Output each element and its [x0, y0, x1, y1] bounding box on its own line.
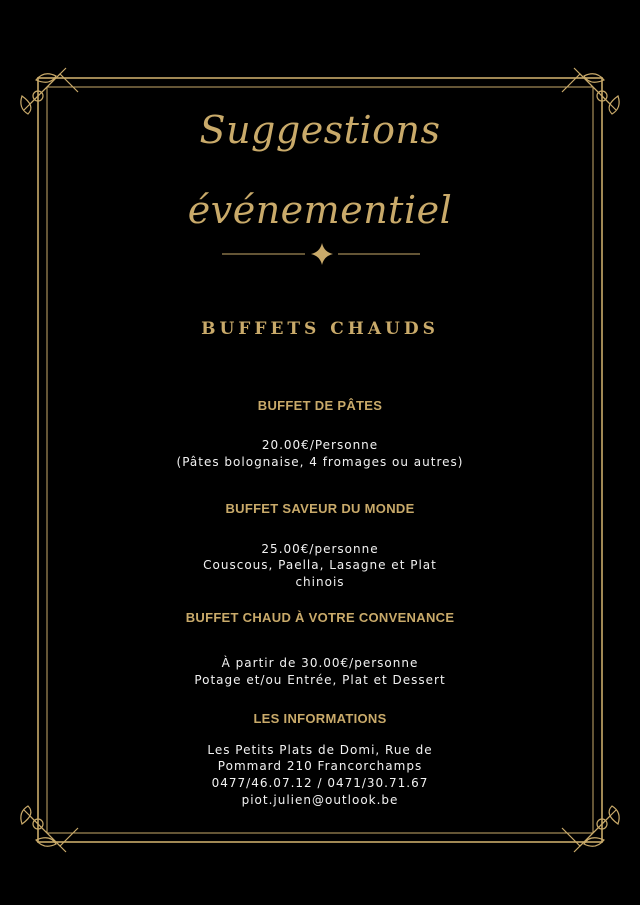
section-title: BUFFETS CHAUDS	[201, 319, 439, 339]
item-heading-convenance: BUFFET CHAUD À VOTRE CONVENANCE	[185, 610, 455, 625]
info-line-phone: 0477/46.07.12 / 0471/30.71.67	[211, 776, 429, 790]
item-price-convenance: À partir de 30.00€/personne	[221, 656, 419, 670]
item-description-monde-1: Couscous, Paella, Lasagne et Plat	[203, 558, 437, 572]
item-price-monde: 25.00€/personne	[261, 542, 379, 556]
info-line-address-2: Pommard 210 Francorchamps	[217, 759, 423, 773]
corner-ornament-bottom-right	[562, 806, 619, 852]
corner-ornament-bottom-left	[21, 806, 78, 852]
item-heading-pates: BUFFET DE PÂTES	[257, 398, 383, 413]
title-divider	[222, 243, 420, 265]
item-heading-monde: BUFFET SAVEUR DU MONDE	[225, 501, 415, 516]
info-line-address-1: Les Petits Plats de Domi, Rue de	[207, 743, 433, 757]
item-description-monde-2: chinois	[295, 575, 345, 589]
item-description-convenance: Potage et/ou Entrée, Plat et Dessert	[194, 673, 446, 687]
info-heading: LES INFORMATIONS	[253, 711, 387, 726]
item-description-pates: (Pâtes bolognaise, 4 fromages ou autres)	[176, 455, 464, 469]
title-line-1: Suggestions	[199, 108, 441, 152]
item-price-pates: 20.00€/Personne	[261, 438, 379, 452]
title-line-2: événementiel	[187, 188, 453, 232]
sparkle-icon	[311, 243, 333, 265]
info-line-email: piot.julien@outlook.be	[241, 793, 399, 807]
